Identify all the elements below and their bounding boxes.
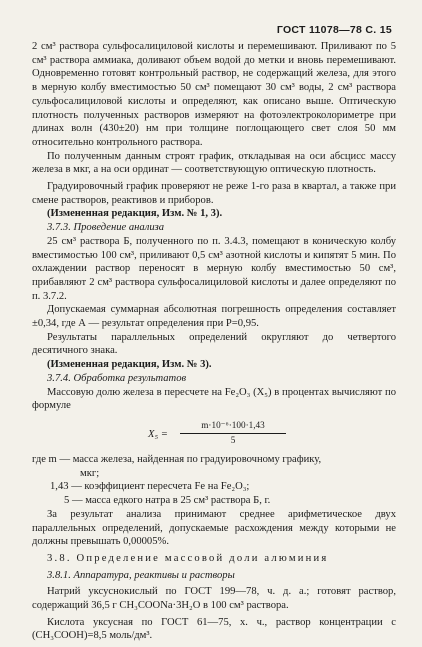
section-heading: 3.7.3. Проведение анализа [47,222,165,234]
paragraph: По полученным данным строят график, откладывая на оси абсцисс массу железа в мкг, а на оси ординат — соответствующую оптическую плотность. [32,150,396,176]
paragraph: Натрий уксуснокислый по ГОСТ 199—78, ч. д. а.; готовят раствор, содержащий 36,5 г CH₃COONa·3H₂O в 100 см³ раствора. [32,586,396,612]
where-line: 5 — масса едкого натра в 25 см³ раствора Б, г. [64,495,271,507]
where-line: 1,43 — коэффициент пересчета Fe на Fe₂O₃; [50,481,250,493]
paragraph: Результаты параллельных определений округляют до четвертого десятичного знака. [32,331,396,357]
amendment-note: (Измененная редакция, Изм. № 3). [47,359,212,371]
paragraph: Массовую долю железа в пересчете на Fe₂O₃ (X₅) в процентах вычисляют по формуле [32,386,396,412]
paragraph: 25 см³ раствора Б, полученного по п. 3.4.3, помещают в коническую колбу вместимостью 100 см³, приливают 0,5 см³ азотной кислоты и кипятят 5 мин. По охлаждении раствор переносят в мерную колбу вместимостью 50 см³, прибавляют 2 см³ раствора сульфосалициловой кислоты и далее определяют по п. 3.7.2. [32,235,396,302]
formula-fraction [180,419,286,447]
paragraph: Кислота уксусная по ГОСТ 61—75, х. ч., раствор концентрации c (CH₃COOH)=8,5 моль/дм³. [32,616,396,642]
formula-numerator: m·10⁻⁶·100·1,43 [180,419,286,434]
section-heading: 3.7.4. Обработка результатов [47,372,187,384]
where-line: где m — масса железа, найденная по градуировочному графику, [32,453,322,465]
page-header: ГОСТ 11078—78 С. 15 [276,24,392,36]
paragraph: Допускаемая суммарная абсолютная погрешность определения составляет ±0,34, где А — результат определения при Р=0,95. [32,304,396,330]
paragraph: Градуировочный график проверяют не реже 1-го раза в квартал, а также при смене растворов, реактивов и приборов. [32,181,396,206]
formula-lhs: X₅ = [148,428,168,440]
where-clause [32,453,396,508]
page-content [32,40,396,643]
section-heading: 3.8. Определение массовой доли алюминия [47,552,329,564]
paragraph: 2 см³ раствора сульфосалициловой кислоты и перемешивают. Приливают по 5 см³ раствора аммиака, доливают объем водой до метки и вновь перемешивают. Одновременно готовят контрольный раствор, не содержащий железа, для этого в мерную колбу вместимостью 50 см³ помещают 30 см³ воды, 2 см³ раствора сульфосалициловой кислоты и определяют, как описано выше. Оптическую плотность полученных растворов измеряют на фотоэлектроколориметре при длинах волн (430±20) нм при толщине поглощающего свет слоя 50 мм относительно контрольного раствора. [32,41,396,148]
formula [32,417,396,451]
paragraph: За результат анализа принимают среднее арифметическое двух параллельных определений, допускаемые расхождения между которыми не должны превышать 0,00005%. [32,508,396,548]
amendment-note: (Измененная редакция, Изм. № 1, 3). [47,208,223,220]
section-heading: 3.8.1. Аппаратура, реактивы и растворы [47,569,235,581]
where-line: мкг; [80,467,100,479]
formula-denominator: 5 [230,434,236,445]
